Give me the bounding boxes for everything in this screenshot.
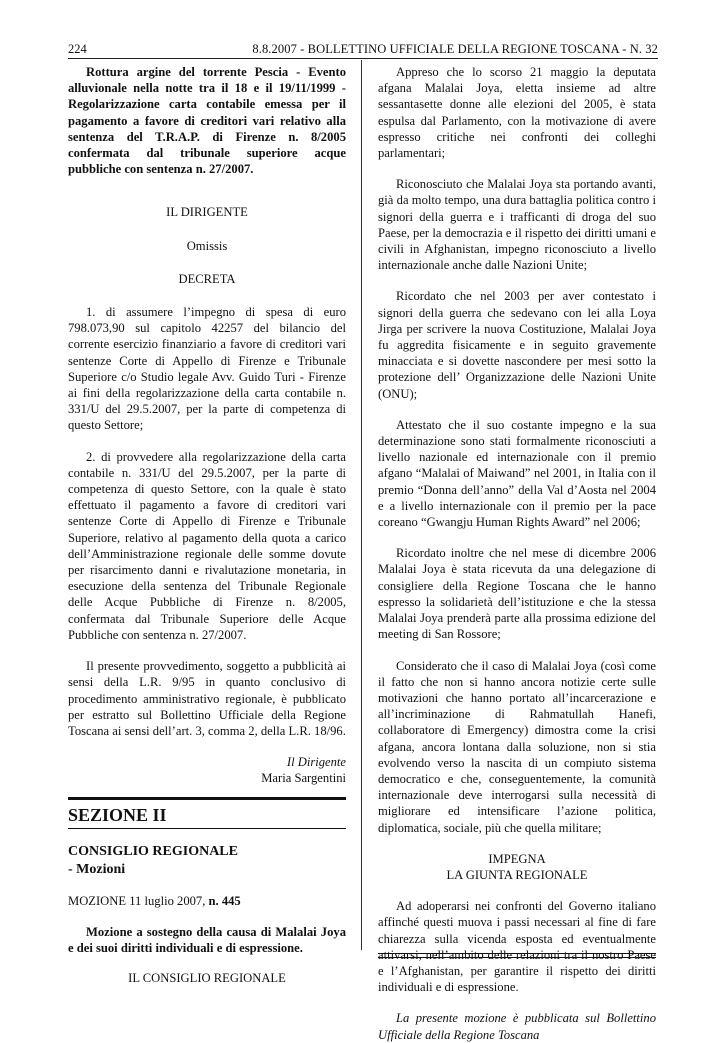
column-divider xyxy=(361,60,362,950)
motion-paragraph-5: Ricordato inoltre che nel mese di dicembre 2006 Malalai Joya è stata ricevuta da una delegazione di consigliere della Regione Toscana che le hanno espresso la solidarietà dell’istituzione e che la stessa Malalai Joya prenderà parte alla prossima edizione del meeting di San Rossore; xyxy=(378,546,656,642)
motion-paragraph-1: Appreso che lo scorso 21 maggio la deputata afgana Malalai Joya, eletta insieme ad altre sessantasette donne alle elezioni del 2005, è stata espulsa dal Parlamento, con la motivazione di avere espresso critiche nei confronti dei colleghi parlamentari; xyxy=(378,65,656,161)
motion-paragraph-2: Riconosciuto che Malalai Joya sta portando avanti, già da molto tempo, una dura battaglia politica contro i signori della guerra e i trafficanti di droga del suo Paese, per la democrazia e il rispetto dei diritti umani e civili in Afghanistan, impegno riconosciuto a livello internazionale anche dalle Nazioni Unite; xyxy=(378,177,656,273)
page-header xyxy=(68,40,658,58)
section-heading: SEZIONE II xyxy=(68,797,346,829)
signature-name: Maria Sargentini xyxy=(261,771,346,786)
council-heading xyxy=(68,843,346,879)
mozione-title: Mozione a sostegno della causa di Malalai Joya e dei suoi diritti individuali e di espressione. xyxy=(68,924,346,955)
page-number: 224 xyxy=(68,42,87,56)
mozione-number: n. 445 xyxy=(208,893,241,908)
motion-paragraph-7: Ad adoperarsi nei confronti del Governo italiano affinché questi muova i passi necessari al fine di fare chiarezza sulla vicenda esposta ed eventualmente attivarsi, nell’ambito delle relazioni tra il nostro Paese e l’Afghanistan, per garantire il rispetto dei diritti individuali e di espressione. xyxy=(378,899,656,995)
consiglio-heading: IL CONSIGLIO REGIONALE xyxy=(128,971,286,986)
bottom-rule-bottom xyxy=(378,957,656,958)
header-rule xyxy=(68,58,658,59)
giunta-heading: LA GIUNTA REGIONALE xyxy=(446,867,588,882)
motion-paragraph-4: Attestato che il suo costante impegno e la sua determinazione sono stati formalmente riconosciuti a livello nazionale ed internazionale con il premio afgano “Malalai of Maiwand” nel 2001, in Italia con il premio “Donna dell’anno” della Val d’Aosta nel 2004 e a livello internazionale con il premio per la pace coreano “Gwangju Human Rights Award” nel 2006; xyxy=(378,417,656,530)
left-column xyxy=(68,64,346,986)
council-heading-line-2: - Mozioni xyxy=(68,861,126,877)
omissis-line: Omissis xyxy=(186,238,228,253)
motion-paragraph-6: Considerato che il caso di Malalai Joya (così come il fatto che non si hanno ancora notizie certe sulle motivazioni che hanno portato all’incarcerazione e all’incriminazione di Rahmatullah Hanefi, collaboratore di Emergency) dimostra come la crisi afgana, ancora lontana dalla soluzione, non si stia evolvendo verso la nascita di un compiuto sistema democratico e che, conseguentemente, la comunità internazionale deve interrogarsi sulla necessità di migliorare ed intensificare l’azione politica, diplomatica, sociale, più che quella militare; xyxy=(378,658,656,835)
closing-note: La presente mozione è pubblicata sul Bollettino Ufficiale della Regione Toscana xyxy=(378,1011,656,1042)
motion-paragraph-3: Ricordato che nel 2003 per aver contestato i signori della guerra che sedevano con lei alla Loya Jirga per scrivere la nuova Costituzione, Malalai Joya fu aggredita fisicamente e in seguito gravemente minacciata e si dovette nascondere per mesi sotto la protezione dell’ Organizzazione delle Nazioni Unite (ONU); xyxy=(378,289,656,401)
dirigente-heading: IL DIRIGENTE xyxy=(166,205,248,220)
bottom-rule-top xyxy=(378,953,656,954)
decreta-heading: DECRETA xyxy=(178,271,236,286)
signature-role: Il Dirigente xyxy=(286,755,346,770)
running-head: 8.8.2007 - BOLLETTINO UFFICIALE DELLA REGIONE TOSCANA - N. 32 xyxy=(252,42,658,56)
decree-title: Rottura argine del torrente Pescia - Evento alluvionale nella notte tra il 18 e il 19/11/1999 - Regolarizzazione carta contabile emessa per il pagamento a favore di creditori vari relativo alla sentenza del T.R.A.P. di Firenze n. 8/2005 confermata dal tribunale superiore acque pubbliche con sentenza n. 27/2007. xyxy=(68,65,346,177)
decree-paragraph-2: 2. di provvedere alla regolarizzazione della carta contabile n. 331/U del 29.5.2007, per la parte di competenza di questo Settore, con la quale è stato effettuato il pagamento a favore di creditori vari sentenze Corte di Appello di Firenze e Tribunale Superiore, relativo al pagamento della quota a carico dell’Amministrazione regionale delle somme dovute per risarcimento danni e rivalutazione monetaria, in esecuzione della sentenza del Tribunale Regionale delle Acque Pubbliche di Firenze n. 8/2005, confermata dal Tribunale Superiore delle Acque Pubbliche con sentenza n. 27/2007. xyxy=(68,449,346,642)
right-column xyxy=(378,64,656,1043)
mozione-line xyxy=(68,893,346,909)
mozione-date: MOZIONE 11 luglio 2007, xyxy=(68,893,209,908)
publication-paragraph: Il presente provvedimento, soggetto a pubblicità ai sensi della L.R. 9/95 in quanto conclusivo di procedimento amministrativo regionale, è pubblicato per estratto sul Bollettino Ufficiale della Regione Toscana ai sensi dell’art. 3, comma 2, della L.R. 18/96. xyxy=(68,659,346,738)
decree-paragraph-1: 1. di assumere l’impegno di spesa di euro 798.073,90 sul capitolo 42257 del bilancio del corrente esercizio finanziario a favore di creditori vari sentenze Corte di Appello di Firenze e Tribunale Superiore c/o Studio legale Avv. Guido Turi - Firenze ai fini della regolarizzazione della carta contabile n. 331/U del 29.5.2007, per la parte di competenza di questo Settore; xyxy=(68,305,346,433)
impegna-heading: IMPEGNA xyxy=(488,851,546,866)
council-heading-line-1: CONSIGLIO REGIONALE xyxy=(68,843,238,859)
